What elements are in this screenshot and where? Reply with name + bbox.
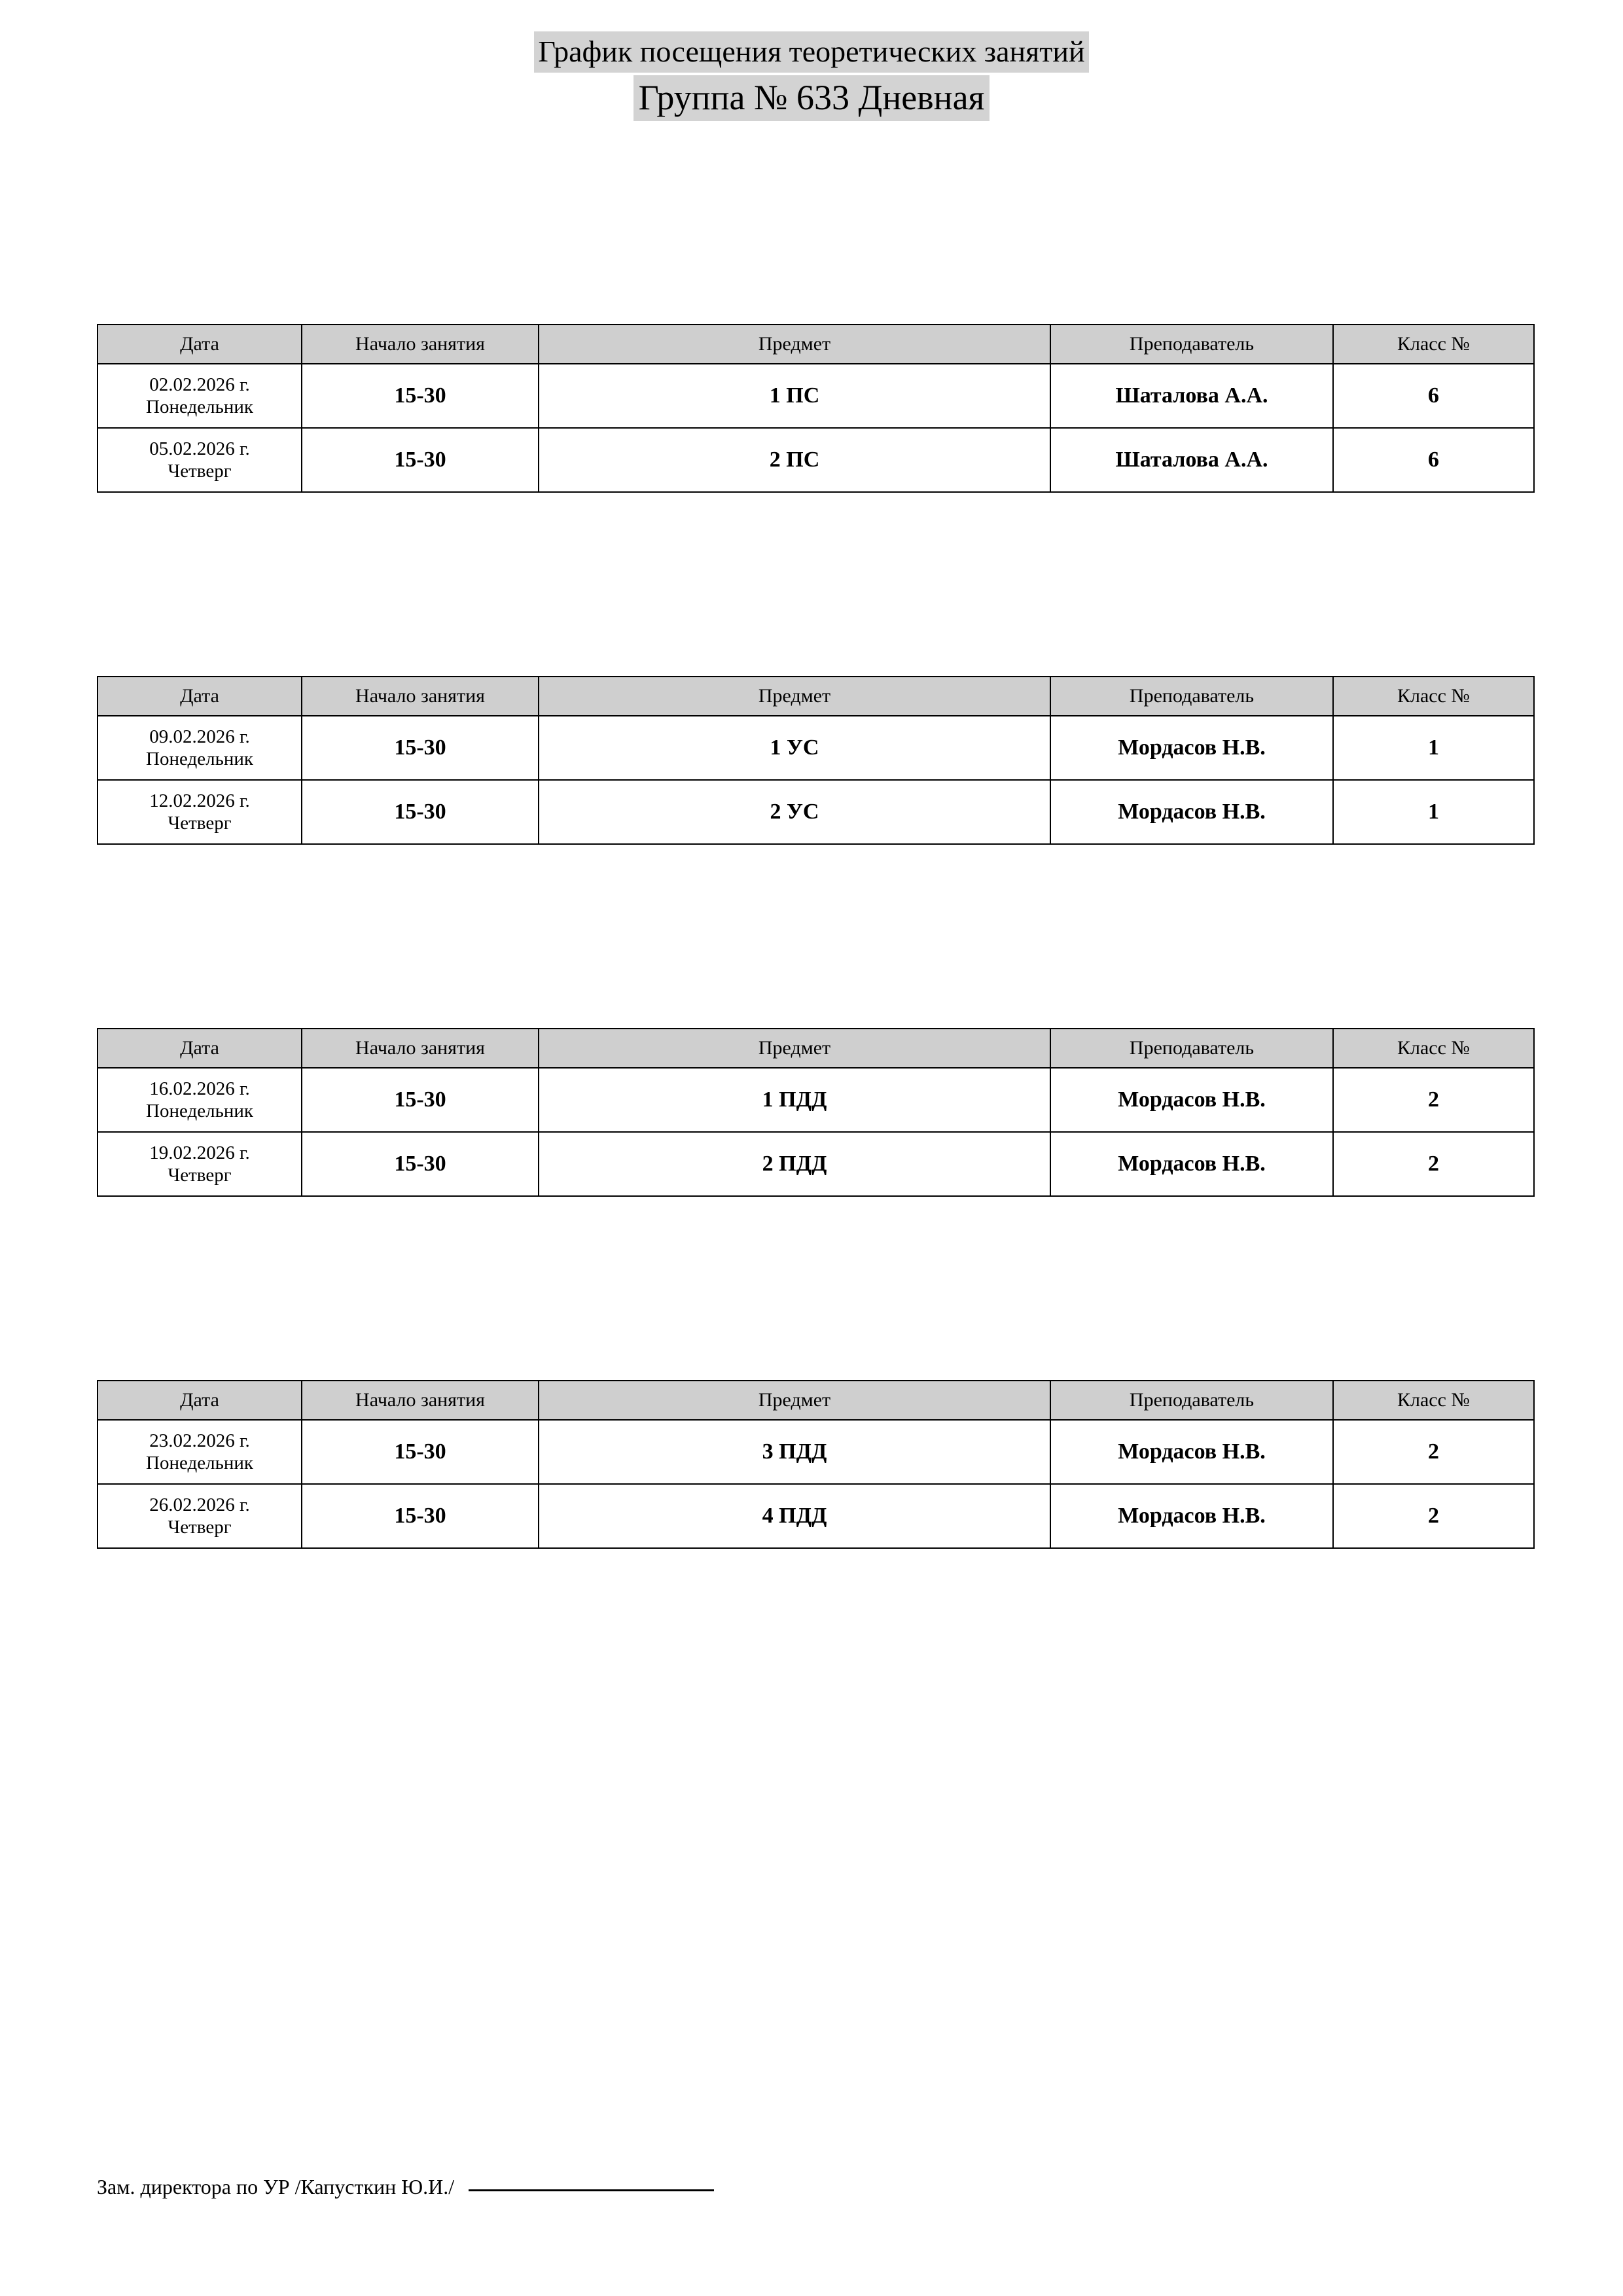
column-header-time: Начало занятия — [302, 1029, 539, 1068]
cell-teacher: Шаталова А.А. — [1050, 364, 1333, 428]
column-header-time: Начало занятия — [302, 325, 539, 364]
cell-teacher: Мордасов Н.В. — [1050, 780, 1333, 844]
table-header-row — [98, 1029, 1534, 1068]
date-main: 26.02.2026 г. — [149, 1494, 250, 1515]
title-line-1: График посещения теоретических занятий — [534, 31, 1088, 73]
date-weekday: Четверг — [168, 1164, 232, 1186]
column-header-date: Дата — [98, 677, 302, 716]
column-header-subject: Предмет — [539, 677, 1050, 716]
date-main: 19.02.2026 г. — [149, 1142, 250, 1163]
column-header-subject: Предмет — [539, 1029, 1050, 1068]
cell-date — [98, 716, 302, 780]
date-main: 12.02.2026 г. — [149, 790, 250, 811]
cell-teacher: Мордасов Н.В. — [1050, 716, 1333, 780]
column-header-teacher: Преподаватель — [1050, 1029, 1333, 1068]
column-header-date: Дата — [98, 1381, 302, 1420]
signature-line — [97, 2175, 714, 2199]
cell-time: 15-30 — [302, 716, 539, 780]
column-header-subject: Предмет — [539, 325, 1050, 364]
column-header-subject: Предмет — [539, 1381, 1050, 1420]
table-row — [98, 428, 1534, 492]
schedule-tables — [0, 324, 1623, 1549]
column-header-teacher: Преподаватель — [1050, 677, 1333, 716]
block-spacer — [97, 845, 1526, 1028]
table-header-row — [98, 325, 1534, 364]
cell-subject: 1 ПС — [539, 364, 1050, 428]
cell-subject: 2 ПДД — [539, 1132, 1050, 1196]
block-spacer — [97, 1197, 1526, 1380]
cell-time: 15-30 — [302, 1068, 539, 1132]
cell-subject: 1 УС — [539, 716, 1050, 780]
cell-subject: 3 ПДД — [539, 1420, 1050, 1484]
date-main: 16.02.2026 г. — [149, 1078, 250, 1099]
table-row — [98, 1068, 1534, 1132]
date-weekday: Четверг — [168, 1516, 232, 1538]
cell-subject: 2 УС — [539, 780, 1050, 844]
date-weekday: Четверг — [168, 812, 232, 834]
cell-time: 15-30 — [302, 364, 539, 428]
table-header-row — [98, 677, 1534, 716]
table-row — [98, 1132, 1534, 1196]
date-weekday: Понедельник — [146, 748, 253, 769]
cell-date — [98, 780, 302, 844]
cell-classroom: 1 — [1333, 780, 1534, 844]
document-title — [0, 31, 1623, 121]
schedule-table — [97, 324, 1535, 493]
cell-date — [98, 1132, 302, 1196]
date-weekday: Понедельник — [146, 1452, 253, 1474]
column-header-classroom: Класс № — [1333, 1029, 1534, 1068]
cell-time: 15-30 — [302, 1420, 539, 1484]
cell-time: 15-30 — [302, 1484, 539, 1548]
table-header-row — [98, 1381, 1534, 1420]
cell-date — [98, 1420, 302, 1484]
date-main: 09.02.2026 г. — [149, 726, 250, 747]
cell-date — [98, 428, 302, 492]
column-header-teacher: Преподаватель — [1050, 325, 1333, 364]
column-header-classroom: Класс № — [1333, 677, 1534, 716]
date-weekday: Понедельник — [146, 1100, 253, 1122]
signature-blank — [469, 2189, 714, 2191]
cell-teacher: Мордасов Н.В. — [1050, 1484, 1333, 1548]
table-row — [98, 1420, 1534, 1484]
schedule-table — [97, 676, 1535, 845]
column-header-teacher: Преподаватель — [1050, 1381, 1333, 1420]
cell-teacher: Шаталова А.А. — [1050, 428, 1333, 492]
table-row — [98, 364, 1534, 428]
cell-classroom: 6 — [1333, 364, 1534, 428]
date-main: 05.02.2026 г. — [149, 438, 250, 459]
cell-classroom: 2 — [1333, 1484, 1534, 1548]
block-spacer — [97, 493, 1526, 676]
date-weekday: Понедельник — [146, 396, 253, 417]
cell-time: 15-30 — [302, 428, 539, 492]
table-row — [98, 716, 1534, 780]
column-header-classroom: Класс № — [1333, 325, 1534, 364]
cell-classroom: 2 — [1333, 1068, 1534, 1132]
cell-subject: 1 ПДД — [539, 1068, 1050, 1132]
cell-teacher: Мордасов Н.В. — [1050, 1068, 1333, 1132]
cell-classroom: 2 — [1333, 1420, 1534, 1484]
column-header-date: Дата — [98, 325, 302, 364]
table-row — [98, 1484, 1534, 1548]
cell-classroom: 2 — [1333, 1132, 1534, 1196]
cell-time: 15-30 — [302, 780, 539, 844]
column-header-time: Начало занятия — [302, 677, 539, 716]
title-line-2: Группа № 633 Дневная — [633, 75, 990, 121]
cell-classroom: 6 — [1333, 428, 1534, 492]
cell-classroom: 1 — [1333, 716, 1534, 780]
signature-label: Зам. директора по УР /Капусткин Ю.И./ — [97, 2175, 455, 2199]
column-header-date: Дата — [98, 1029, 302, 1068]
cell-teacher: Мордасов Н.В. — [1050, 1420, 1333, 1484]
schedule-table — [97, 1380, 1535, 1549]
date-weekday: Четверг — [168, 460, 232, 482]
cell-date — [98, 364, 302, 428]
column-header-classroom: Класс № — [1333, 1381, 1534, 1420]
cell-date — [98, 1484, 302, 1548]
cell-date — [98, 1068, 302, 1132]
date-main: 23.02.2026 г. — [149, 1430, 250, 1451]
column-header-time: Начало занятия — [302, 1381, 539, 1420]
cell-time: 15-30 — [302, 1132, 539, 1196]
title-line-2-wrap — [0, 75, 1623, 121]
cell-teacher: Мордасов Н.В. — [1050, 1132, 1333, 1196]
schedule-table — [97, 1028, 1535, 1197]
cell-subject: 4 ПДД — [539, 1484, 1050, 1548]
table-row — [98, 780, 1534, 844]
cell-subject: 2 ПС — [539, 428, 1050, 492]
date-main: 02.02.2026 г. — [149, 374, 250, 395]
